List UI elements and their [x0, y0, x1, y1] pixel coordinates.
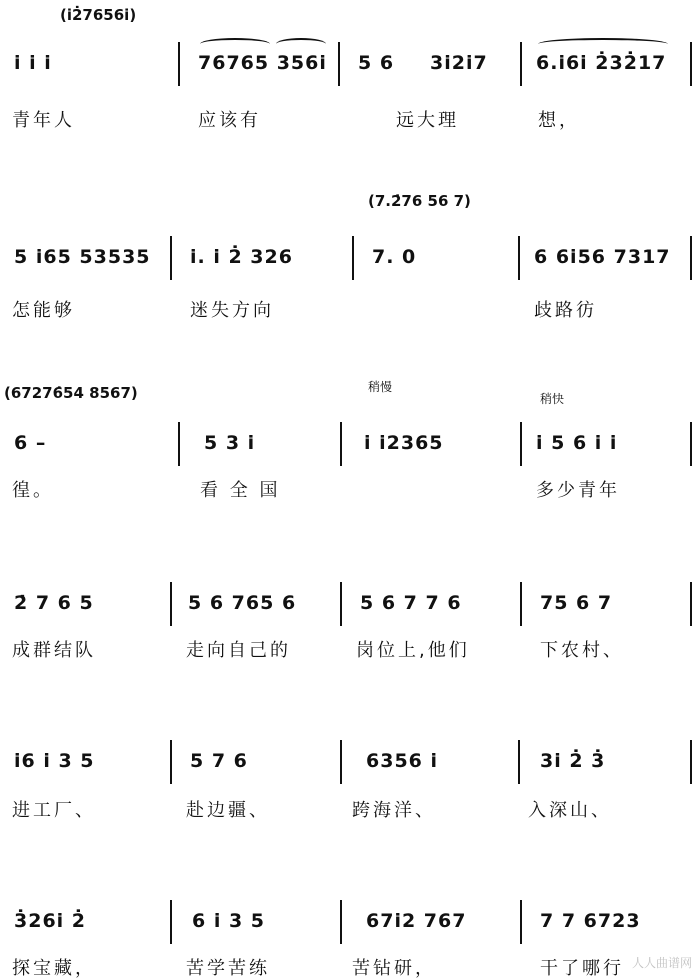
lyric-2-3: 歧路彷 — [534, 300, 597, 321]
measure-2-1: 5 i65 53535 — [14, 246, 151, 268]
measure-3-3: i i2365 — [364, 432, 444, 454]
barline — [178, 422, 180, 466]
measure-2-2: i. i 2̇ 326 — [190, 246, 293, 268]
barline — [352, 236, 354, 280]
lyric-2-1: 怎能够 — [12, 300, 75, 321]
barline — [170, 740, 172, 784]
tempo-mark-fast: 稍快 — [540, 392, 565, 406]
measure-5-2: 5 7 6 — [190, 750, 248, 772]
measure-1-1: i i i — [14, 52, 52, 74]
intro-parenthetical-2: (7.2̇76 56 7) — [368, 192, 471, 210]
lyric-4-2: 走向自己的 — [186, 640, 291, 661]
lyric-1-1: 青年人 — [12, 110, 75, 131]
lyric-5-1: 进工厂、 — [12, 800, 96, 821]
lyric-3-1: 徨。 — [12, 480, 54, 501]
measure-4-4: 75 6 7 — [540, 592, 613, 614]
barline — [690, 740, 692, 784]
lyric-1-4: 想， — [538, 110, 580, 131]
intro-parenthetical-3: (67276̇54 8567) — [4, 384, 138, 402]
measure-4-2: 5 6 765 6 — [188, 592, 297, 614]
lyric-4-3: 岗位上,他们 — [356, 640, 470, 661]
measure-2-4: 6 6i56 7317 — [534, 246, 671, 268]
barline — [340, 582, 342, 626]
measure-1-3: 5 6 — [358, 52, 395, 74]
watermark: 人人曲谱网 — [631, 956, 692, 970]
lyric-1-2: 应该有 — [198, 110, 261, 131]
lyric-6-3: 苦钻研， — [352, 958, 436, 979]
lyric-3-3: 多少青年 — [536, 480, 620, 501]
lyric-1-3: 远大理 — [396, 110, 459, 131]
lyric-6-2: 苦学苦练 — [186, 958, 270, 979]
notation-row-5 — [0, 750, 700, 790]
barline — [178, 42, 180, 86]
lyric-5-2: 赴边疆、 — [186, 800, 270, 821]
notation-row-2 — [0, 246, 700, 286]
barline — [690, 236, 692, 280]
barline — [520, 582, 522, 626]
barline — [170, 900, 172, 944]
notation-row-6 — [0, 910, 700, 950]
lyric-4-4: 下农村、 — [540, 640, 624, 661]
barline — [690, 422, 692, 466]
lyric-3-2: 看 全 国 — [200, 480, 281, 501]
barline — [340, 740, 342, 784]
notation-row-4 — [0, 592, 700, 632]
barline — [340, 422, 342, 466]
measure-1-2: 76765 356i — [198, 52, 327, 74]
lyric-5-3: 跨海洋、 — [352, 800, 436, 821]
slur — [200, 38, 270, 50]
barline — [170, 236, 172, 280]
lyric-4-1: 成群结队 — [12, 640, 96, 661]
measure-2-3: 7. 0 — [372, 246, 417, 268]
measure-6-4: 7 7 6723 — [540, 910, 641, 932]
barline — [520, 42, 522, 86]
lyric-6-1: 探宝藏， — [12, 958, 96, 979]
barline — [340, 900, 342, 944]
barline — [170, 582, 172, 626]
measure-3-1: 6 – — [14, 432, 47, 454]
barline — [518, 740, 520, 784]
tempo-mark-slow: 稍慢 — [368, 380, 393, 394]
barline — [520, 422, 522, 466]
slur — [276, 38, 326, 50]
barline — [690, 582, 692, 626]
measure-1-5: 6.i6i 2̇32̇17 — [536, 52, 667, 74]
measure-1-4: 3i2i7 — [430, 52, 488, 74]
barline — [518, 236, 520, 280]
measure-3-4: i 5 6 i i — [536, 432, 618, 454]
measure-4-3: 5 6 7 7 6 — [360, 592, 462, 614]
measure-6-2: 6 i 3 5 — [192, 910, 266, 932]
measure-4-1: 2̇ 7 6 5 — [14, 592, 94, 614]
lyric-6-4: 干了哪行 — [540, 958, 624, 979]
measure-5-1: i6 i 3 5 — [14, 750, 95, 772]
barline — [690, 42, 692, 86]
measure-3-2: 5 3 i — [204, 432, 256, 454]
intro-parenthetical-1: (i2̇7656i) — [60, 6, 137, 24]
measure-6-3: 67i2 767 — [366, 910, 467, 932]
measure-5-3: 6356 i — [366, 750, 439, 772]
measure-6-1: 3̇26i 2̇ — [14, 910, 87, 932]
barline — [520, 900, 522, 944]
lyric-2-2: 迷失方向 — [190, 300, 274, 321]
barline — [338, 42, 340, 86]
measure-5-4: 3i 2̇ 3̇ — [540, 750, 606, 772]
slur — [538, 38, 668, 50]
notation-row-1 — [0, 52, 700, 92]
lyric-5-4: 入深山、 — [528, 800, 612, 821]
notation-row-3 — [0, 432, 700, 472]
